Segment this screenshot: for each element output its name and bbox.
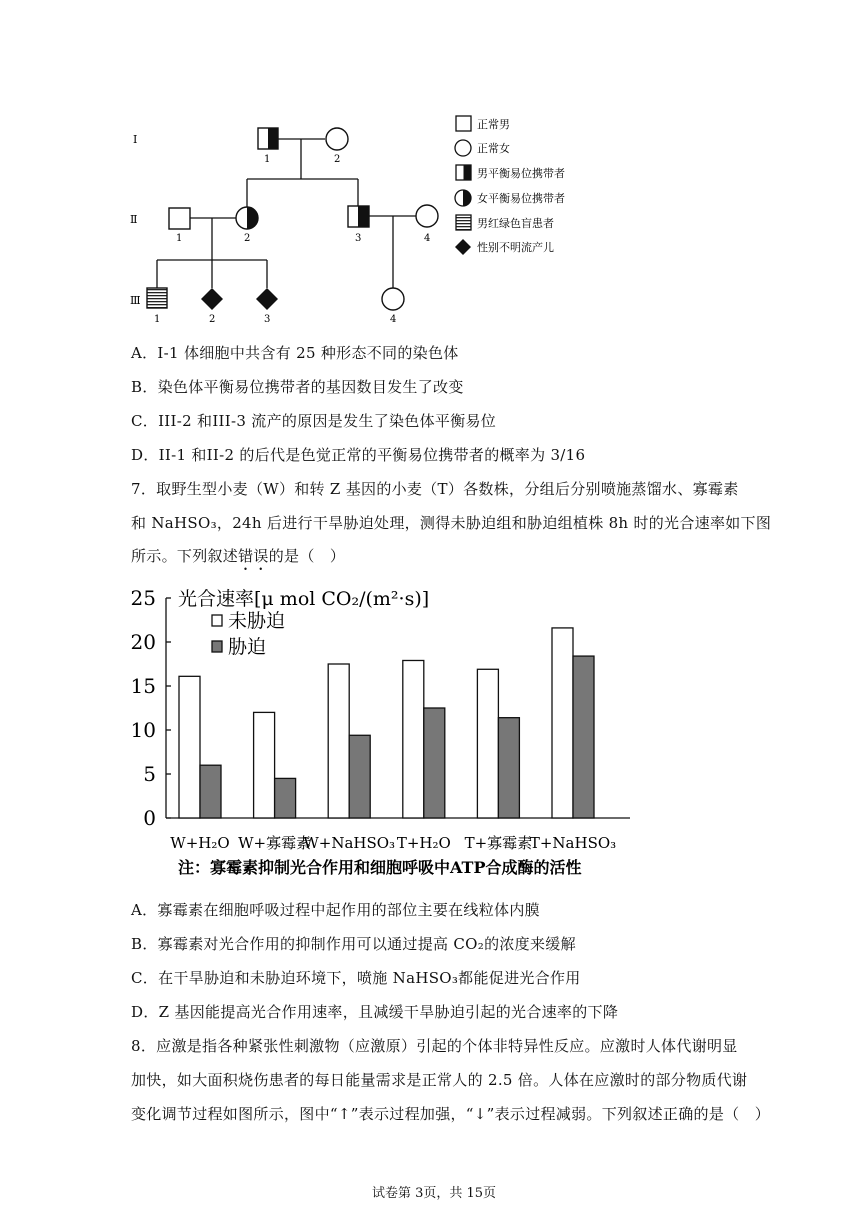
q7-option-a: A．寡霉素在细胞呼吸过程中起作用的部位主要在线粒体内膜 [131, 901, 540, 919]
III-3-miscarriage [256, 288, 278, 310]
legend-label-female-carrier: 女平衡易位携带者 [477, 192, 565, 205]
x-category-label: T+H₂O [396, 834, 451, 852]
q7-stem-post: 的是（ ） [268, 547, 346, 565]
legend-swatch-stressed [212, 641, 222, 652]
III-2-miscarriage [201, 288, 223, 310]
y-tick-label: 20 [130, 630, 156, 654]
x-category-label: W+寡霉素 [238, 834, 312, 852]
legend-label-normal-male: 正常男 [477, 118, 510, 131]
legend-swatch-unstressed [212, 615, 222, 626]
x-category-label: W+NaHSO₃ [303, 834, 396, 852]
II-1-number: 1 [176, 233, 183, 244]
I-2-normal-female [326, 128, 348, 150]
chart-note: 注：寡霉素抑制光合作用和细胞呼吸中ATP合成酶的活性 [178, 858, 582, 877]
q7-option-d: D．Z 基因能提高光合作用速率，且减缓干旱胁迫引起的光合速率的下降 [131, 1003, 619, 1021]
q8-stem-line1: 8．应激是指各种紧张性刺激物（应激原）引起的个体非特异性反应。应激时人体代谢明显 [131, 1037, 738, 1055]
II-2-female-carrier [236, 207, 258, 229]
y-tick-label: 15 [130, 674, 156, 698]
photosynthesis-bar-chart [130, 580, 650, 885]
q7-option-c: C．在干旱胁迫和未胁迫环境下，喷施 NaHSO₃都能促进光合作用 [131, 969, 581, 987]
III-1-number: 1 [154, 314, 161, 325]
legend-label-unstressed: 未胁迫 [228, 610, 286, 632]
q7-stem-line2: 和 NaHSO₃，24h 后进行干旱胁迫处理，测得未胁迫组和胁迫组植株 8h 时的光合速率如下图 [131, 514, 772, 532]
q6-option-b: B．染色体平衡易位携带者的基因数目发生了改变 [131, 378, 464, 396]
q8-stem-line3: 变化调节过程如图所示，图中“↑”表示过程加强，“↓”表示过程减弱。下列叙述正确的是（ ） [131, 1105, 771, 1123]
q7-stem-pre: 所示。下列叙述 [131, 547, 239, 565]
bar-unstressed [477, 669, 498, 818]
x-category-label: T+NaHSO₃ [529, 834, 617, 852]
x-category-label: W+H₂O [170, 834, 230, 852]
II-2-number: 2 [244, 233, 251, 244]
legend-normal-male [456, 116, 510, 131]
II-4-normal-female [416, 205, 438, 227]
bar-stressed [200, 765, 221, 818]
bar-stressed [275, 778, 296, 818]
chart-legend [212, 610, 285, 658]
pedigree-chart [120, 115, 600, 330]
q7-stem-emphasis: 错误 [238, 547, 269, 565]
y-tick-label: 25 [130, 586, 156, 610]
q6-option-d: D．II-1 和II-2 的后代是色觉正常的平衡易位携带者的概率为 3/16 [131, 446, 586, 464]
q6-option-a: A．I-1 体细胞中共含有 25 种形态不同的染色体 [131, 344, 459, 362]
bar-unstressed [403, 660, 424, 818]
q7-stem-line3 [131, 545, 345, 574]
legend-label-stressed: 胁迫 [228, 636, 267, 658]
II-4-number: 4 [424, 233, 431, 244]
I-1-number: 1 [264, 154, 271, 165]
bar-unstressed [328, 664, 349, 818]
bar-stressed [573, 656, 594, 818]
q7-stem-line1: 7．取野生型小麦（W）和转 Z 基因的小麦（T）各数株，分组后分别喷施蒸馏水、寡霉素 [131, 480, 739, 498]
legend-normal-female [455, 140, 510, 156]
pedigree-legend [455, 116, 565, 255]
II-3-male-carrier [348, 206, 369, 227]
bar-unstressed [254, 712, 275, 818]
bar-unstressed [179, 676, 200, 818]
legend-label-male-carrier: 男平衡易位携带者 [477, 167, 565, 180]
bar-stressed [349, 735, 370, 818]
II-1-normal-male [169, 208, 190, 229]
legend-male-carrier [456, 165, 565, 180]
bar-stressed [424, 708, 445, 818]
legend-label-miscarriage: 性别不明流产儿 [477, 241, 554, 254]
generation-label-2: Ⅱ [130, 213, 138, 226]
y-tick-label: 10 [130, 718, 156, 742]
q8-stem-line2: 加快，如大面积烧伤患者的每日能量需求是正常人的 2.5 倍。人体在应激时的部分物质代谢 [131, 1071, 748, 1089]
III-3-number: 3 [264, 314, 271, 325]
x-category-label: T+寡霉素 [464, 834, 533, 852]
legend-miscarriage [455, 239, 554, 255]
generation-label-3: Ⅲ [130, 294, 141, 307]
page-footer: 试卷第 3页，共 15页 [371, 1186, 497, 1201]
chart-title: 光合速率[μ mol CO₂/(m²·s)] [178, 588, 430, 610]
legend-female-carrier [455, 190, 565, 206]
legend-label-normal-female: 正常女 [477, 142, 510, 155]
legend-label-colorblind-male: 男红绿色盲患者 [477, 217, 554, 230]
III-4-number: 4 [390, 314, 397, 325]
y-tick-label: 0 [143, 806, 156, 830]
III-2-number: 2 [209, 314, 216, 325]
pedigree-lines [157, 139, 416, 288]
bar-unstressed [552, 628, 573, 818]
q6-option-c: C．III-2 和III-3 流产的原因是发生了染色体平衡易位 [131, 412, 497, 430]
legend-colorblind-male [456, 215, 554, 230]
I-2-number: 2 [334, 154, 341, 165]
bar-stressed [498, 718, 519, 818]
y-tick-label: 5 [143, 762, 156, 786]
III-4-normal-female [382, 288, 404, 310]
II-3-number: 3 [355, 233, 362, 244]
III-1-colorblind-male [147, 288, 167, 308]
I-1-male-carrier [258, 128, 278, 149]
q7-option-b: B．寡霉素对光合作用的抑制作用可以通过提高 CO₂的浓度来缓解 [131, 935, 576, 953]
generation-label-1: I [133, 133, 138, 146]
